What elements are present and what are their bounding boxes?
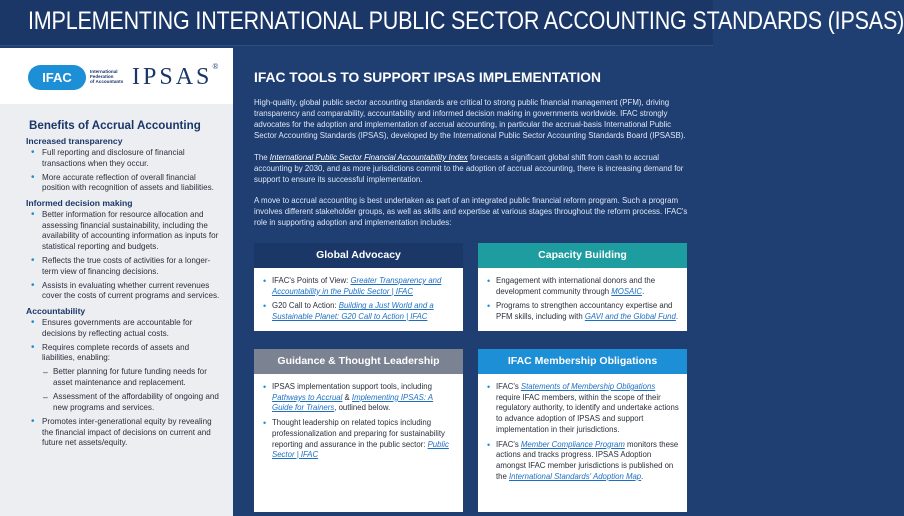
bullet-list — [486, 276, 679, 323]
section-heading: Accountability — [26, 305, 86, 316]
list-item — [486, 276, 679, 297]
gavi-link[interactable]: GAVI and the Global Fund — [584, 312, 676, 322]
page-title: IMPLEMENTING INTERNATIONAL PUBLIC SECTOR ACCOUNTING STANDARDS (IPSAS) — [28, 7, 904, 35]
bullet-list — [29, 148, 221, 194]
card-body — [254, 374, 463, 512]
list-item: • More accurate reflection of overall financial position with recognition of assets and liabilities. — [29, 173, 221, 194]
text: & — [342, 392, 352, 402]
card-body — [478, 268, 687, 331]
index-link[interactable]: International Public Sector Financial Accountability Index — [269, 153, 468, 162]
ipsas-logo — [132, 64, 218, 91]
list-item: • Promotes inter-generational equity by revealing the financial impact of decisions on current and future net assets/equity. — [29, 417, 221, 449]
list-item: • Requires complete records of assets and liabilities, enabling: — [29, 343, 221, 364]
global-advocacy-card — [254, 243, 463, 331]
list-item: • Better information for resource allocation and assessing financial sustainability, including the availability of accounting information as inputs for statistical reporting and budgets. — [29, 210, 221, 252]
text: IPSAS implementation support tools, including — [272, 382, 432, 391]
card-title: IFAC Membership Obligations — [478, 349, 687, 374]
compliance-program-link[interactable]: Member Compliance Program — [520, 439, 625, 449]
bullet-list — [29, 210, 221, 302]
text: Programs to strengthen accountancy expertise and PFM skills, including with — [496, 301, 673, 322]
bullet-list — [29, 318, 221, 449]
membership-card — [478, 349, 687, 512]
list-item: • Full reporting and disclosure of financial transactions when they occur. — [29, 148, 221, 169]
list-item — [486, 301, 679, 322]
smo-link[interactable]: Statements of Membership Obligations — [520, 382, 656, 391]
list-item: • Reflects the true costs of activities for a longer-term view of financing decisions. — [29, 256, 221, 277]
benefits-panel — [0, 104, 233, 516]
list-item — [262, 418, 455, 461]
text: , outlined below. — [334, 403, 391, 413]
text: . — [642, 286, 645, 296]
mosaic-link[interactable]: MOSAIC — [611, 286, 643, 296]
list-item — [262, 276, 455, 297]
card-title: Capacity Building — [478, 243, 687, 268]
text: The — [254, 153, 270, 162]
text: IFAC's Points of View: — [272, 276, 351, 285]
sub-list-item: – Assessment of the affordability of ongoing and new programs and services. — [29, 392, 221, 413]
text: Engagement with international donors and the development community through — [496, 276, 656, 296]
ifac-logo-line: Federation — [90, 74, 114, 80]
list-item — [262, 301, 455, 322]
guidance-card — [254, 349, 463, 512]
page-header — [0, 0, 904, 46]
list-item: • Ensures governments are accountable for decisions by reflecting actual costs. — [29, 318, 221, 339]
ifac-logo: IFAC — [28, 65, 86, 90]
sub-list-item: – Better planning for future funding needs for asset maintenance and replacement. — [29, 367, 221, 388]
bullet-list — [262, 276, 455, 323]
pathways-link[interactable]: Pathways to Accrual — [272, 392, 343, 402]
card-body — [254, 268, 463, 331]
card-title: Guidance & Thought Leadership — [254, 349, 463, 374]
text: . — [641, 471, 644, 481]
main-title: IFAC TOOLS TO SUPPORT IPSAS IMPLEMENTATION — [254, 70, 601, 85]
text: . — [675, 312, 679, 322]
ifac-logo-line: of Accountants — [90, 79, 124, 85]
text: IFAC's — [496, 382, 521, 391]
adoption-map-link[interactable]: International Standards' Adoption Map — [509, 471, 642, 481]
card-body — [478, 374, 687, 512]
logo-bar — [0, 48, 233, 103]
ifac-logo-line: International — [90, 69, 118, 74]
section-heading: Increased transparency — [26, 136, 123, 146]
section-heading: Informed decision making — [26, 197, 133, 208]
list-item — [486, 440, 679, 483]
text: monitors these actions and tracks progress. IPSAS Adoption amongst IFAC member jurisdictions is published on the — [496, 439, 679, 481]
intro-paragraph: High-quality, global public sector accounting standards are critical to strong public financial management (PFM), driving transparency and comparability, accountability and informed decision making in governments worldwide. IFAC strongly advocates for the adoption and implementation of accrual accounting, in particular the accrual-basis International Public Sector Accounting Standards (IPSAS), developed by the International Public Sector Accounting Standards Board (IPSASB). — [254, 98, 686, 140]
text: IFAC's — [496, 439, 521, 449]
trainers-guide-link[interactable]: Implementing IPSAS: A Guide for Trainers — [272, 392, 434, 413]
index-paragraph — [254, 153, 694, 186]
g20-link[interactable]: Building a Just World and a Sustainable Planet: G20 Call to Action | IFAC — [272, 301, 434, 322]
main-panel — [233, 48, 713, 516]
list-item: • Assists in evaluating whether current revenues cover the costs of current programs and services. — [29, 281, 221, 302]
registered-mark: ® — [212, 62, 219, 71]
text: require IFAC members, within the scope of their regulatory authority, to identify and undertake actions to advance adoption of IPSAS and support implementation in their jurisdictions. — [496, 392, 679, 434]
benefits-title: Benefits of Accrual Accounting — [29, 119, 201, 132]
reform-paragraph: A move to accrual accounting is best undertaken as part of an integrated public financial reform program. Such a program involves different stakeholder groups, as well as skills and expertise at various stages throughout the reform process. IFAC's role in supporting adoption and implementation includes: — [254, 196, 688, 227]
ipsas-logo-text: IPSAS — [132, 64, 213, 90]
list-item — [262, 382, 455, 414]
ifac-logo-text — [90, 69, 123, 85]
text: forecasts a significant global shift from cash to accrual accounting by 2030, and as more jurisdictions commit to the adoption of accrual accounting, there is increasing demand for support to ensure its successful implementation. — [254, 153, 684, 184]
points-of-view-link[interactable]: Greater Transparency and Accountability in the Public Sector | IFAC — [272, 276, 442, 296]
bullet-list — [262, 382, 455, 461]
list-item — [486, 382, 679, 436]
text: Thought leadership on related topics including professionalization and preparing for sustainability reporting and assurance in the public sector: — [272, 418, 445, 449]
sidebar — [0, 48, 233, 516]
public-sector-link[interactable]: Public Sector | IFAC — [272, 439, 449, 460]
capacity-building-card — [478, 243, 687, 331]
text: G20 Call to Action: — [272, 301, 339, 311]
bullet-list — [486, 382, 679, 482]
card-title: Global Advocacy — [254, 243, 463, 268]
